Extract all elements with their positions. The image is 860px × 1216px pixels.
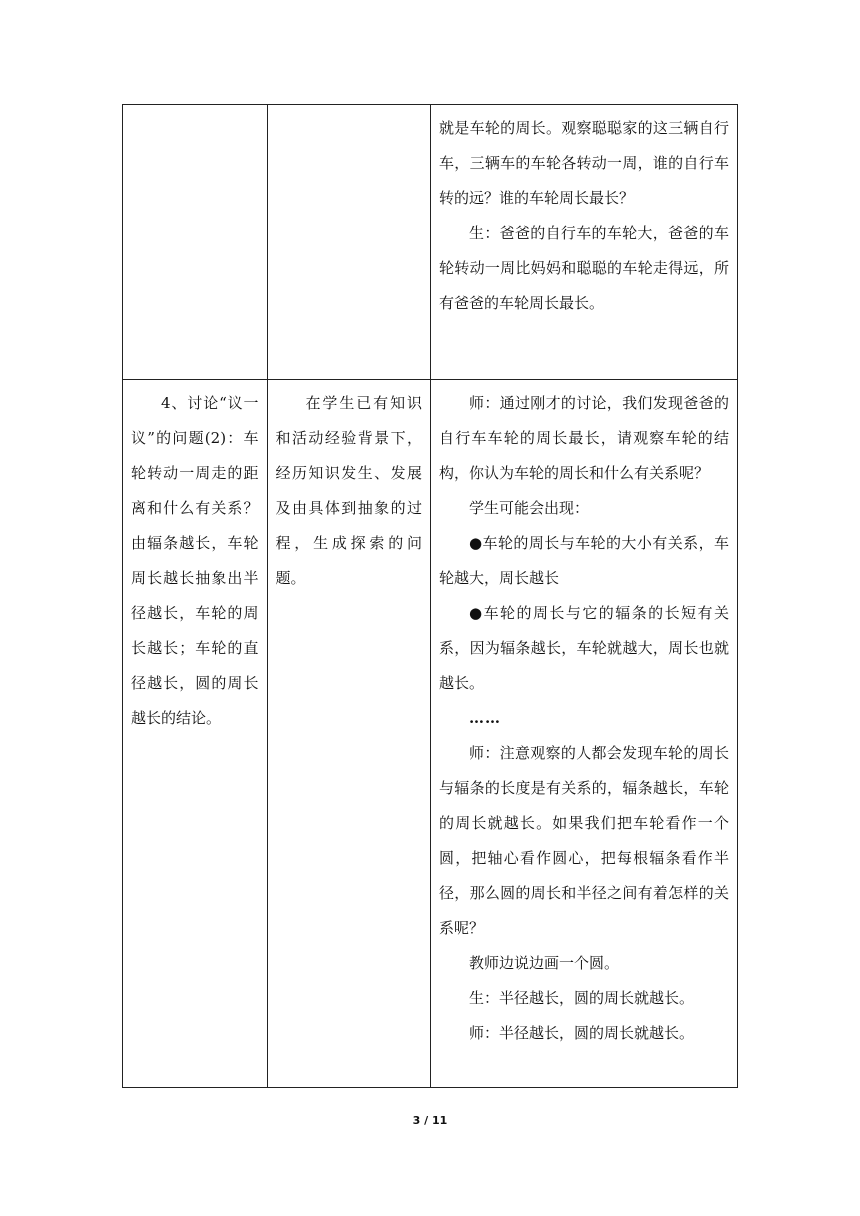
process-cell [431,105,738,380]
table-row [123,380,738,1088]
paragraph: 师：注意观察的人都会发现车轮的周长与辐条的长度是有关系的，辐条越长，车轮的周长就越长。如果我们把车轮看作一个圆，把轴心看作圆心，把每根辐条看作半径，那么圆的周长和半径之间有着怎样的关系呢？ [439,744,729,937]
bullet-paragraph: ●车轮的周长与车轮的大小有关系，车轮越大，周长越长 [439,534,729,587]
paragraph: 学生可能会出现： [469,499,590,517]
paragraph: 师：通过刚才的讨论，我们发现爸爸的自行车车轮的周长最长，请观察车轮的结构，你认为车轮的周长和什么有关系呢？ [439,394,729,482]
purpose-cell [267,105,431,380]
activity-cell [123,380,268,1088]
table-row [123,105,738,380]
paragraph: 师：半径越长，圆的周长就越长。 [469,1024,695,1042]
paragraph: 4、讨论“议一议”的问题(2)：车轮转动一周走的距离和什么有关系？由辐条越长，车轮周长越长抽象出半径越长，车轮的周长越长；车轮的直径越长，圆的周长越长的结论。 [131,394,259,727]
paragraph: 就是车轮的周长。观察聪聪家的这三辆自行车，三辆车的车轮各转动一周，谁的自行车转的远？谁的车轮周长最长？ [439,119,729,207]
purpose-cell [267,380,431,1088]
page-number: 3 / 11 [412,1114,448,1127]
paragraph: 教师边说边画一个圆。 [469,954,620,972]
paragraph: 生：爸爸的自行车的车轮大，爸爸的车轮转动一周比妈妈和聪聪的车轮走得远，所有爸爸的车轮周长最长。 [439,224,729,312]
paragraph: 生：半径越长，圆的周长就越长。 [469,989,695,1007]
paragraph: 在学生已有知识和活动经验背景下，经历知识发生、发展及由具体到抽象的过程，生成探索的问题。 [275,394,423,587]
ellipsis: …… [469,709,502,727]
bullet-paragraph: ●车轮的周长与它的辐条的长短有关系，因为辐条越长，车轮就越大，周长也就越长。 [439,604,729,692]
lesson-plan-table [122,104,738,1088]
activity-cell [123,105,268,380]
process-cell [431,380,738,1088]
